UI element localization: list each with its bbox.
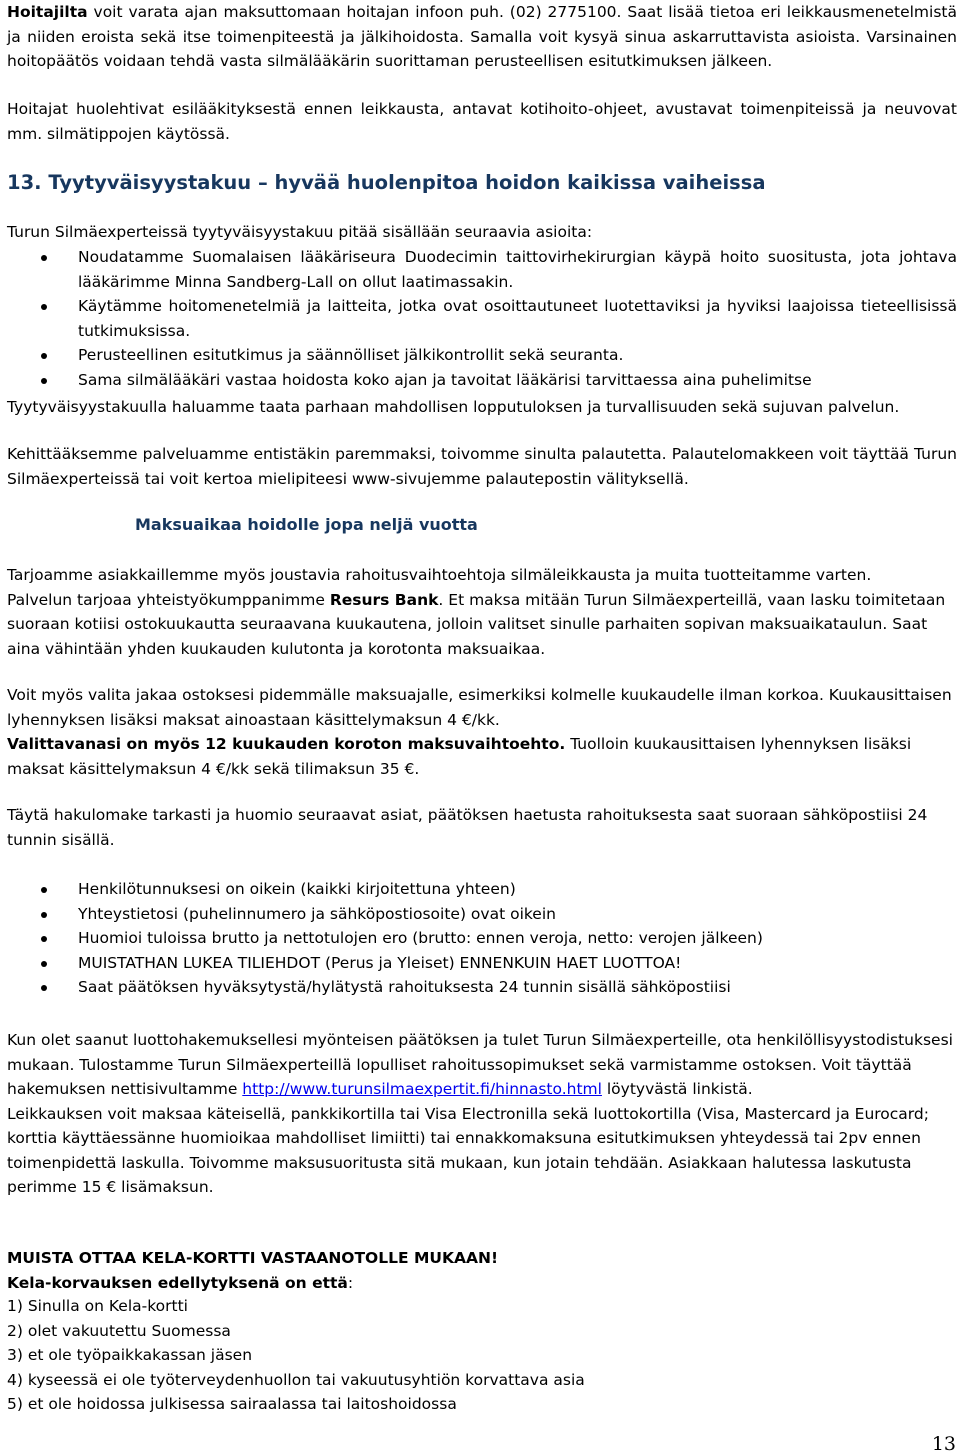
kela-condition: Kela-korvauksen edellytyksenä on että: [7, 1273, 348, 1292]
list-item: MUISTATHAN LUKEA TILIEHDOT (Perus ja Yleiset) ENNENKUIN HAET LUOTTOA!: [7, 951, 957, 976]
pricing-link[interactable]: http://www.turunsilmaexpertit.fi/hinnasto.html: [242, 1080, 602, 1098]
bullet-icon: [41, 961, 47, 967]
kela-warning: MUISTA OTTAA KELA-KORTTI VASTAANOTOLLE MUKAAN!: [7, 1249, 499, 1267]
list-item: 2) olet vakuutettu Suomessa: [7, 1321, 231, 1340]
bullet-icon: [41, 936, 47, 942]
guarantee-intro: Turun Silmäexperteissä tyytyväisyystakuu pitää sisällään seuraavia asioita:: [7, 223, 593, 241]
nurses-paragraph: Hoitajat huolehtivat esilääkityksestä ennen leikkausta, antavat kotihoito-ohjeet, avustavat toimenpiteissä ja neuvovat mm. silmätippojen käytössä.: [7, 100, 957, 143]
feedback-paragraph: Kehittääksemme palveluamme entistäkin paremmaksi, toivomme sinulta palautetta. Palautelomakkeen voit täyttää Turun Silmäexperteissä tai voit kertoa mielipiteesi www-sivujemme palautepostin välityksellä.: [7, 445, 957, 488]
list-item: Sama silmälääkäri vastaa hoidosta koko ajan ja tavoitat lääkärisi tarvittaessa aina puhelimitse: [7, 368, 957, 393]
intro-text: voit varata ajan maksuttomaan hoitajan infoon puh. (02) 2775100. Saat lisää tietoa eri leikkausmenetelmistä ja niiden eroista sekä itse toimenpiteestä ja jälkihoidosta. Samalla voit kysyä sinua askarruttavista asioista. Varsinainen hoitopäätös voidaan tehdä vasta silmälääkärin suorittaman perusteellisen esitutkimuksen jälkeen.: [7, 3, 957, 70]
bullet-icon: [41, 353, 47, 359]
bullet-icon: [41, 378, 47, 384]
list-item: Perusteellinen esitutkimus ja säännölliset jälkikontrollit sekä seuranta.: [7, 343, 957, 368]
bullet-icon: [41, 912, 47, 918]
page-number: 13: [931, 1433, 956, 1455]
intro-lead: Hoitajilta: [7, 3, 88, 21]
interest-free-option: Valittavanasi on myös 12 kuukauden koroton maksuvaihtoehto.: [7, 735, 566, 753]
kela-section: MUISTA OTTAA KELA-KORTTI VASTAANOTOLLE MUKAAN! Kela-korvauksen edellytyksenä on että:: [7, 1249, 499, 1292]
payment-p3: Täytä hakulomake tarkasti ja huomio seuraavat asiat, päätöksen haetusta rahoituksesta saat suoraan sähköpostiisi 24 tunnin sisällä.: [7, 806, 928, 849]
list-item: Henkilötunnuksesi on oikein (kaikki kirjoitettuna yhteen): [7, 877, 957, 902]
section-13-heading: 13. Tyytyväisyystakuu – hyvää huolenpitoa hoidon kaikissa vaiheissa: [7, 171, 766, 194]
intro-paragraph: [7, 0, 957, 74]
list-item: 5) et ole hoidossa julkisessa sairaalassa tai laitoshoidossa: [7, 1395, 457, 1413]
resurs-bank: Resurs Bank: [329, 590, 439, 609]
list-item: Huomioi tuloissa brutto ja nettotulojen ero (brutto: ennen veroja, netto: verojen jälkeen): [7, 926, 957, 951]
list-item: 1) Sinulla on Kela-kortti: [7, 1297, 188, 1315]
list-item: Saat päätöksen hyväksytystä/hylätystä rahoituksesta 24 tunnin sisällä sähköpostiisi: [7, 975, 957, 1000]
kela-conditions-list: [7, 1294, 957, 1417]
payment-p2: Voit myös valita jakaa ostoksesi pidemmälle maksuajalle, esimerkiksi kolmelle kuukaudelle ilman korkoa. Kuukausittaisen lyhennyksen lisäksi maksat ainoastaan käsittelymaksun 4 €/kk. Valittavanasi on myös 12 kuukauden koroton maksuvaihtoehto. Tuolloin kuukausittaisen lyhennyksen lisäksi maksat käsittelymaksun 4 €/kk sekä tilimaksun 35 €.: [7, 686, 952, 778]
guarantee-closing: Tyytyväisyystakuulla haluamme taata parhaan mahdollisen lopputuloksen ja turvallisuuden sekä sujuvan palvelun.: [7, 398, 900, 416]
list-item: 4) kyseessä ei ole työterveydenhuollon tai vakuutusyhtiön korvattava asia: [7, 1370, 585, 1389]
bullet-icon: [41, 985, 47, 991]
guarantee-list: [7, 245, 957, 392]
list-item: 3) et ole työpaikkakassan jäsen: [7, 1346, 253, 1364]
list-item: Noudatamme Suomalaisen lääkäriseura Duodecimin taittovirhekirurgian käypä hoito suositusta, jota johtava lääkärimme Minna Sandberg-Lall on ollut laatimassakin.: [7, 245, 957, 294]
list-item: Yhteystietosi (puhelinnumero ja sähköpostiosoite) ovat oikein: [7, 902, 957, 927]
payment-p4: Kun olet saanut luottohakemuksellesi myönteisen päätöksen ja tulet Turun Silmäexperteille, ota henkilöllisyystodistuksesi mukaan. Tulostamme Turun Silmäexperteillä lopulliset rahoitussopimukset sekä varmistamme ostoksen. Voit täyttää hakemuksen nettisivultamme http://www.turunsilmaexpertit.fi/hinnasto.html löytyvästä linkistä. Leikkauksen voit maksaa käteisellä, pankkikortilla tai Visa Electronilla sekä luottokortilla (Visa, Mastercard ja Eurocard; korttia käyttäessänne huomioikaa mahdolliset limiitti) tai ennakkomaksuna esitutkimuksen yhteydessä tai 2pv ennen toimenpidettä laskulla. Toivomme maksusuoritusta sitä mukaan, kun jotain tehdään. Asiakkaan halutessa laskutusta perimme 15 € lisämaksun.: [7, 1031, 953, 1196]
application-checklist: [7, 877, 957, 1000]
bullet-icon: [41, 255, 47, 261]
payment-heading: Maksuaikaa hoidolle jopa neljä vuotta: [135, 515, 478, 534]
list-item: Käytämme hoitomenetelmiä ja laitteita, jotka ovat osoittautuneet luotettaviksi ja hyviksi laajoissa tieteellisissä tutkimuksissa.: [7, 294, 957, 343]
bullet-icon: [41, 887, 47, 893]
payment-p1: Tarjoamme asiakkaillemme myös joustavia rahoitusvaihtoehtoja silmäleikkausta ja muita tuotteitamme varten. Palvelun tarjoaa yhteistyökumppanimme Resurs Bank. Et maksa mitään Turun Silmäexperteillä, vaan lasku toimitetaan suoraan kotiisi ostokuukautta seuraavana kuukautena, jolloin valitset sinulle parhaiten sopivan maksuaikataulun. Saat aina vähintään yhden kuukauden kulutonta ja korotonta maksuaikaa.: [7, 566, 946, 658]
bullet-icon: [41, 304, 47, 310]
payment-methods: Leikkauksen voit maksaa käteisellä, pankkikortilla tai Visa Electronilla sekä luottokortilla (Visa, Mastercard ja Eurocard; korttia käyttäessänne huomioikaa mahdolliset limiitti) tai ennakkomaksuna esitutkimuksen yhteydessä tai 2pv ennen toimenpidettä laskulla. Toivomme maksusuoritusta sitä mukaan, kun jotain tehdään. Asiakkaan halutessa laskutusta perimme 15 € lisämaksun.: [7, 1104, 929, 1196]
